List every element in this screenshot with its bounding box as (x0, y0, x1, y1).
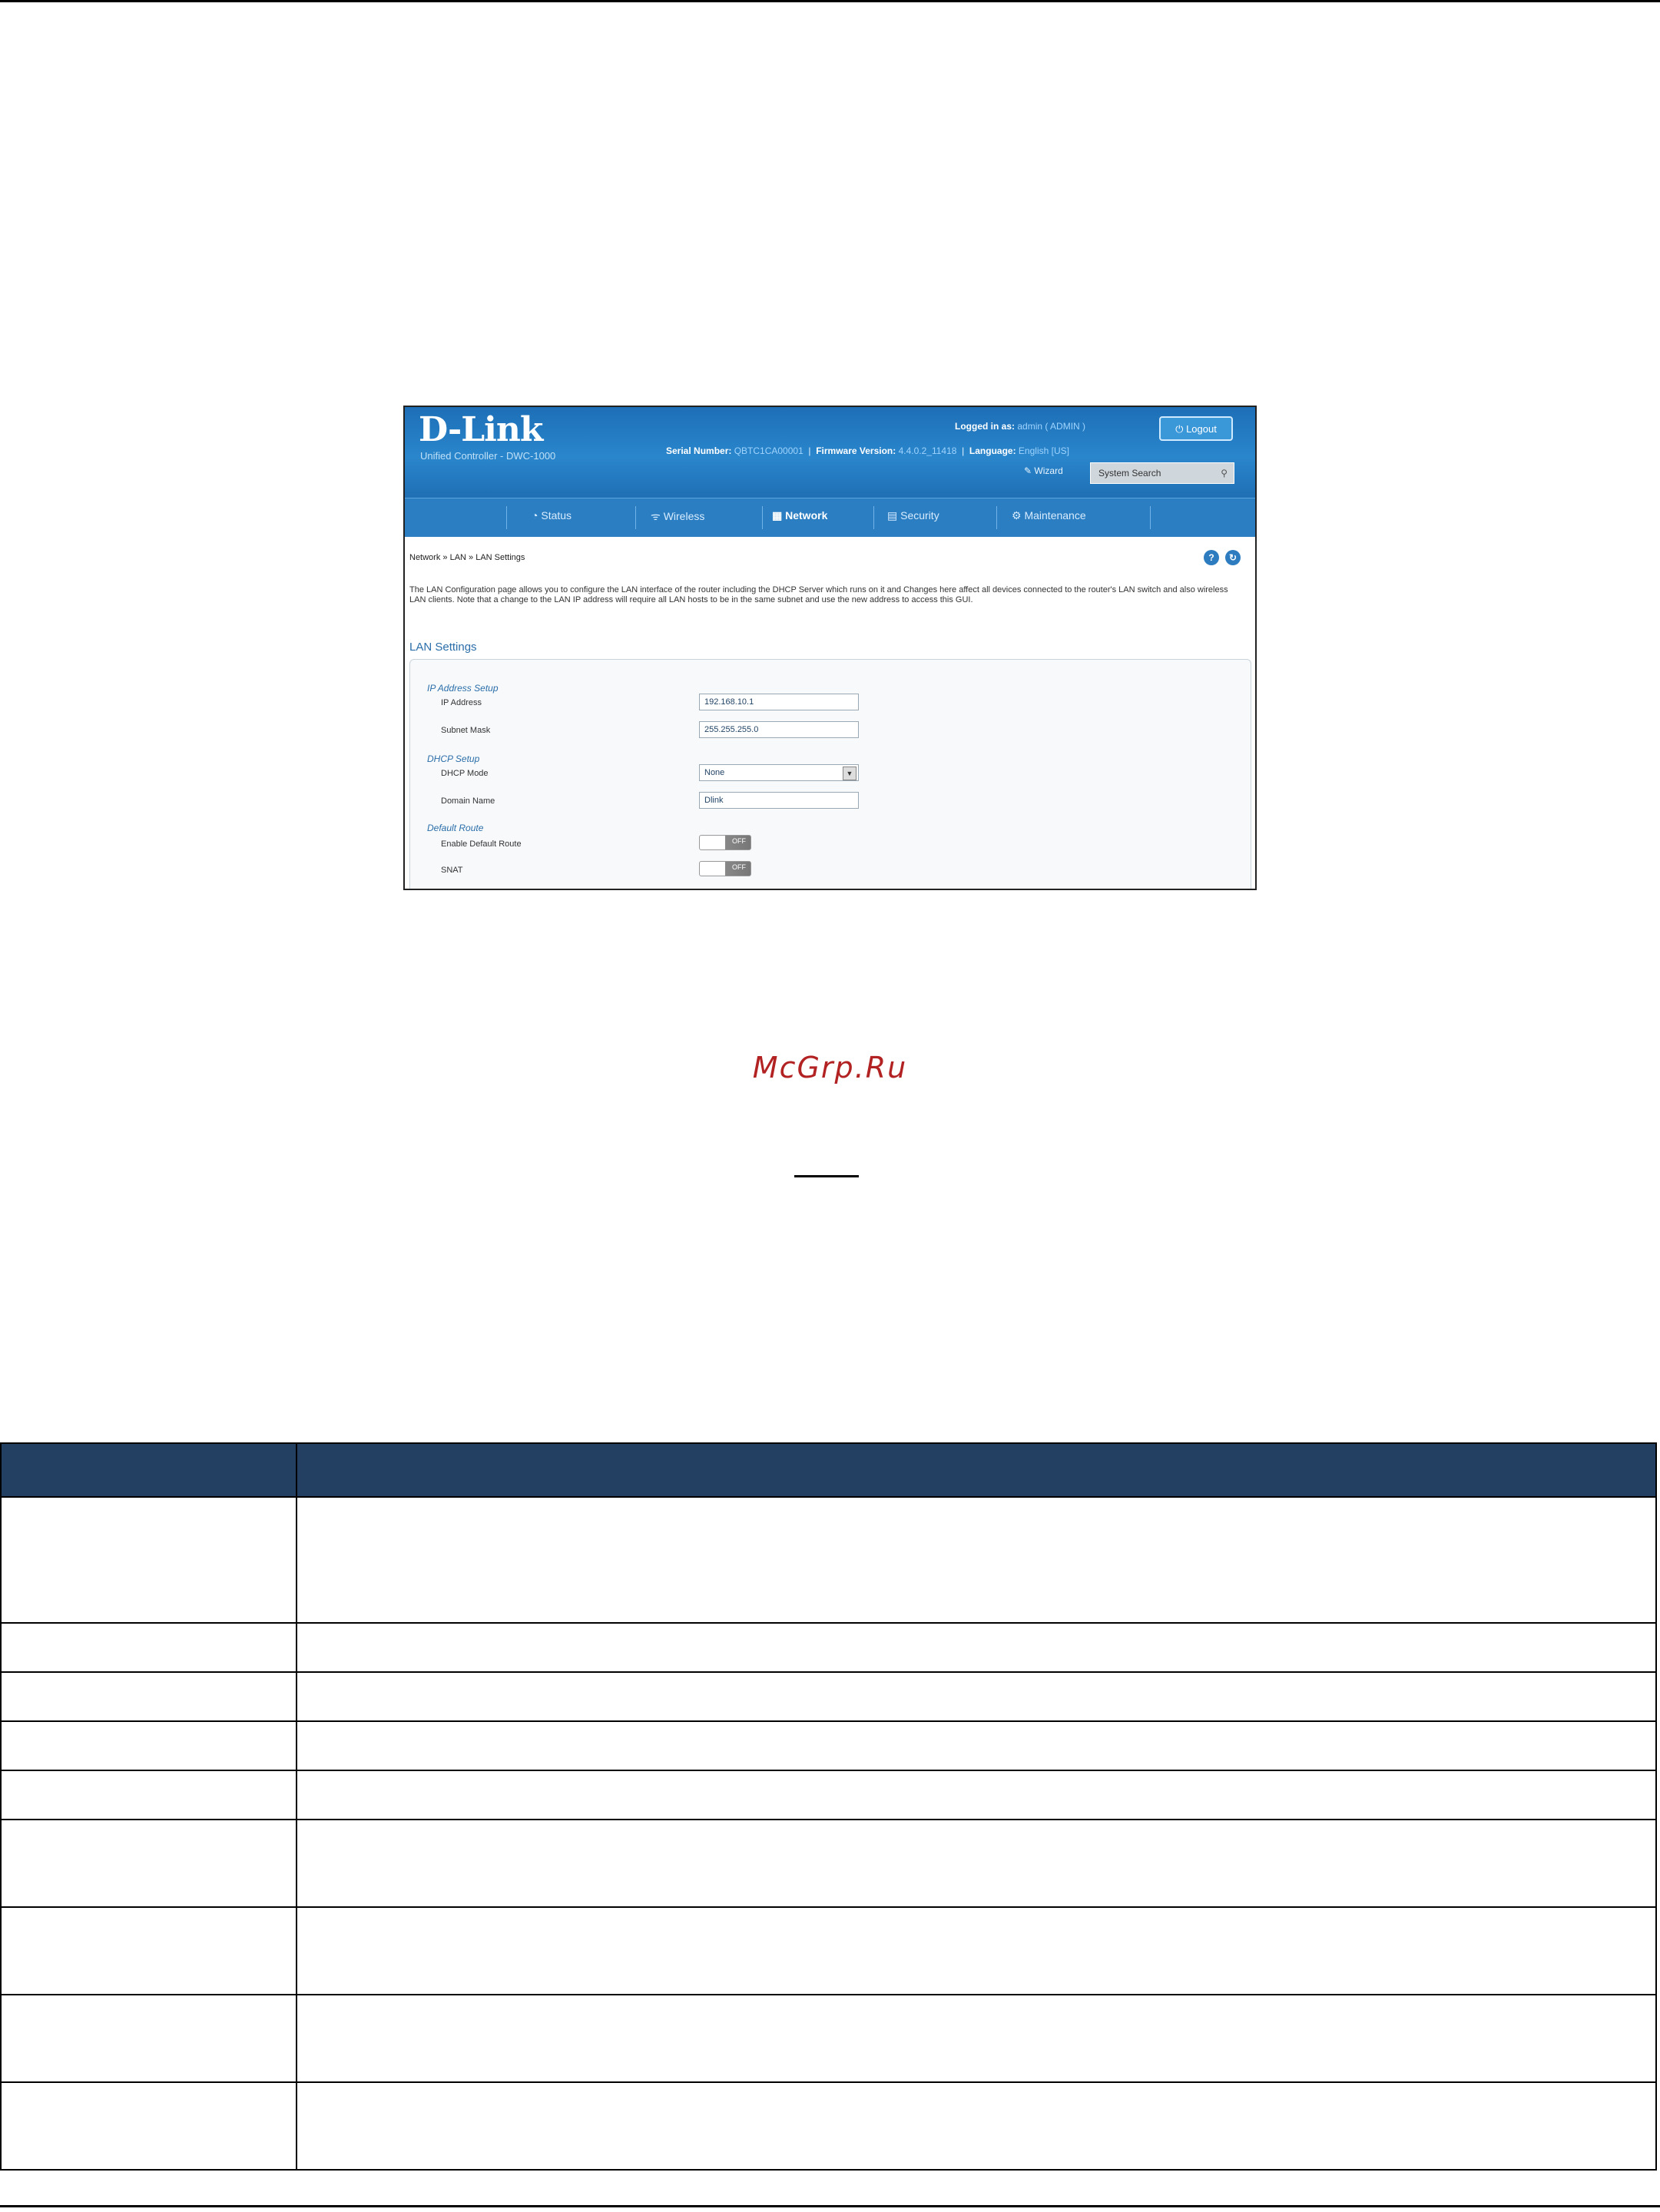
main-nav (405, 498, 1255, 537)
snat-toggle[interactable]: OFF (699, 861, 751, 876)
group-ip-address-setup: IP Address Setup (427, 683, 499, 694)
network-icon: ▦ (772, 509, 783, 522)
lan-settings-panel (409, 659, 1251, 890)
subnet-mask-label: Subnet Mask (441, 726, 491, 735)
login-info: Logged in as: admin ( ADMIN ) (955, 421, 1086, 432)
help-icon[interactable]: ? (1204, 550, 1219, 565)
lan-settings-screenshot (403, 406, 1257, 890)
dhcp-mode-select[interactable]: None ▼ (699, 764, 859, 781)
snat-label: SNAT (441, 866, 463, 875)
logged-in-user[interactable]: admin ( ADMIN ) (1017, 421, 1086, 432)
chevron-down-icon: ▼ (843, 767, 857, 780)
gauge-icon: ◔ (532, 509, 538, 522)
breadcrumb: Network » LAN » LAN Settings (409, 553, 525, 562)
table-row (1, 1995, 1656, 2082)
refresh-icon[interactable]: ↻ (1225, 550, 1241, 565)
enable-default-route-toggle[interactable]: OFF (699, 835, 751, 850)
tab-status[interactable]: ◔ Status (532, 509, 572, 522)
watermark: McGrp.Ru (752, 1051, 908, 1084)
table-header-field (1, 1443, 297, 1497)
bottom-rule (0, 2205, 1660, 2207)
table-row (1, 1820, 1656, 1907)
ip-address-input[interactable]: 192.168.10.1 (699, 694, 859, 710)
lock-icon: ▤ (887, 509, 898, 522)
tab-security[interactable]: ▤ Security (887, 509, 939, 522)
device-info: Serial Number: QBTC1CA00001 | Firmware Version: 4.4.0.2_11418 | Language: English [US] (666, 445, 1069, 456)
domain-name-label: Domain Name (441, 796, 495, 806)
table-header-description (297, 1443, 1656, 1497)
wizard-link[interactable]: ✎ Wizard (1024, 465, 1063, 476)
top-rule (0, 0, 1660, 2)
firmware-version: 4.4.0.2_11418 (898, 445, 957, 456)
wifi-icon: ᯤ (651, 510, 661, 522)
serial-number: QBTC1CA00001 (734, 445, 803, 456)
group-default-route: Default Route (427, 823, 484, 833)
table-row (1, 1672, 1656, 1721)
table-row (1, 1497, 1656, 1623)
subnet-mask-input[interactable]: 255.255.255.0 (699, 721, 859, 738)
language-selector[interactable]: English [US] (1018, 445, 1069, 456)
table-row (1, 2082, 1656, 2170)
search-icon: ⚲ (1221, 468, 1228, 478)
page-number-rule (794, 1175, 859, 1177)
table-row (1, 1770, 1656, 1820)
product-subtitle: Unified Controller - DWC-1000 (420, 450, 556, 462)
enable-default-route-label: Enable Default Route (441, 839, 522, 849)
ip-address-label: IP Address (441, 698, 482, 707)
dhcp-mode-label: DHCP Mode (441, 769, 489, 778)
gear-icon: ⚙ (1012, 509, 1022, 522)
table-header-row (1, 1443, 1656, 1497)
group-dhcp-setup: DHCP Setup (427, 753, 480, 764)
system-search-input[interactable]: System Search ⚲ (1090, 462, 1234, 484)
table-row (1, 1623, 1656, 1672)
tab-wireless[interactable]: ᯤ Wireless (651, 510, 705, 522)
section-title: LAN Settings (409, 641, 477, 654)
tab-network[interactable]: ▦ Network (772, 509, 828, 522)
header-banner (405, 407, 1255, 498)
domain-name-input[interactable]: Dlink (699, 792, 859, 809)
wand-icon: ✎ (1024, 465, 1032, 476)
dlink-logo: D-Link (419, 410, 543, 449)
page-description: The LAN Configuration page allows you to configure the LAN interface of the router including the DHCP Server which runs on it and Changes here affect all devices connected to the router's LAN switch and also wireless LAN clients. Note that a change to the LAN IP address will require all LAN hosts to be in the same subnet and use the new address to access this GUI. (409, 585, 1228, 604)
tab-maintenance[interactable]: ⚙ Maintenance (1012, 509, 1086, 522)
field-description-table (0, 1442, 1657, 2171)
logout-button[interactable]: ⏻ Logout (1159, 416, 1233, 441)
table-row (1, 1907, 1656, 1995)
table-row (1, 1721, 1656, 1770)
